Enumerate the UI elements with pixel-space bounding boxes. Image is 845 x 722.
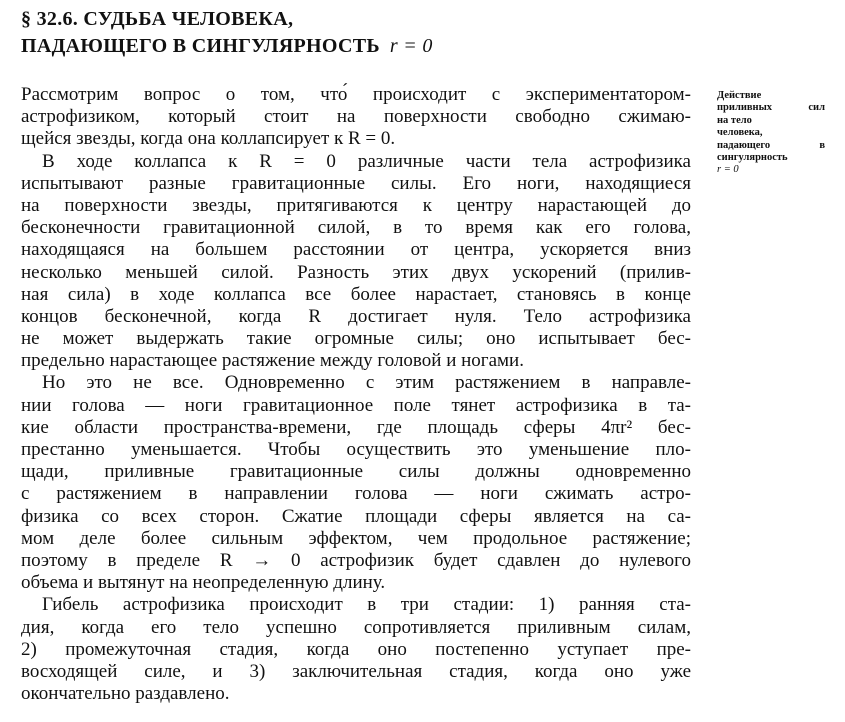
heading-line-2-text: ПАДАЮЩЕГО В СИНГУЛЯРНОСТЬ <box>21 35 380 57</box>
text-line: дия, когда его тело успешно сопротивляется приливным силам, <box>21 616 691 638</box>
text-line: не может выдержать такие огромные силы; оно испытывает бес- <box>21 328 691 350</box>
section-heading <box>21 6 433 60</box>
margin-note-line: Действие <box>717 90 762 101</box>
text-line: с растяжением в направлении голова — ноги сжимать астро- <box>21 483 691 505</box>
text-line: мом деле более сильным эффектом, чем продольное растяжение; <box>21 527 691 549</box>
text-line: на поверхности звезды, притягиваются к центру нарастающей до <box>21 194 691 216</box>
text-line: испытывают разные гравитационные силы. Его ноги, находящиеся <box>21 172 691 194</box>
text-line: престанно уменьшается. Чтобы осуществить это уменьшение пло- <box>21 439 691 460</box>
text-line: астрофизиком, который стоит на поверхности свободно сжимаю- <box>21 106 691 128</box>
text-line: щади, приливные гравитационные силы должны одновременно <box>21 461 691 483</box>
margin-note-line: r = 0 <box>717 164 739 176</box>
text-line: нии голова — ноги гравитационное поле тянет астрофизика в та- <box>21 394 691 416</box>
text-line: находящаяся на большем расстоянии от центра, ускоряется вниз <box>21 239 691 261</box>
text-line: щейся звезды, когда она коллапсирует к R = 0. <box>21 128 396 150</box>
text-line: объема и вытянут на неопределенную длину. <box>21 572 386 594</box>
text-line: предельно нарастающее растяжение между головой и ногами. <box>21 350 524 372</box>
text-line: восходящей силе, и 3) заключительная стадия, когда оно уже <box>21 660 691 682</box>
text-line: кие области пространства-времени, где площадь сферы 4πr² бес- <box>21 416 691 438</box>
text-line: окончательно раздавлено. <box>21 683 230 705</box>
text-line: В ходе коллапса к R = 0 различные части тела астрофизика <box>42 150 691 172</box>
heading-line-2 <box>21 33 433 60</box>
text-line: концов бесконечной, когда R достигает нуля. Тело астрофизика <box>21 305 691 327</box>
margin-note-line: сингулярность <box>717 152 788 164</box>
margin-note <box>717 90 825 177</box>
text-line: ная сила) в ходе коллапса все более нарастает, становясь в конце <box>21 283 691 305</box>
text-line: Но это не все. Одновременно с этим растяжением в направле- <box>42 372 691 394</box>
text-line: физика со всех сторон. Сжатие площади сферы является на са- <box>21 505 691 527</box>
heading-line-1: § 32.6. СУДЬБА ЧЕЛОВЕКА, <box>21 8 294 30</box>
text-line: несколько меньшей силой. Разность этих двух ускорений (прилив- <box>21 261 691 283</box>
margin-note-line: на тело <box>717 114 752 126</box>
heading-equation: r = 0 <box>389 35 433 57</box>
margin-note-line: приливных сил <box>717 102 825 114</box>
margin-note-line: падающего в <box>717 139 825 151</box>
text-line: Рассмотрим вопрос о том, что́ происходит с экспериментатором- <box>21 84 691 105</box>
text-line: Гибель астрофизика происходит в три стадии: 1) ранняя ста- <box>42 594 691 616</box>
margin-note-line: человека, <box>717 127 763 139</box>
text-line: поэтому в пределе R → 0 астрофизик будет сдавлен до нулевого <box>21 549 691 571</box>
body-text <box>21 84 691 705</box>
text-line: бесконечности гравитационной силой, в то время как его голова, <box>21 217 691 239</box>
text-line: 2) промежуточная стадия, когда оно постепенно уступает пре- <box>21 638 691 660</box>
